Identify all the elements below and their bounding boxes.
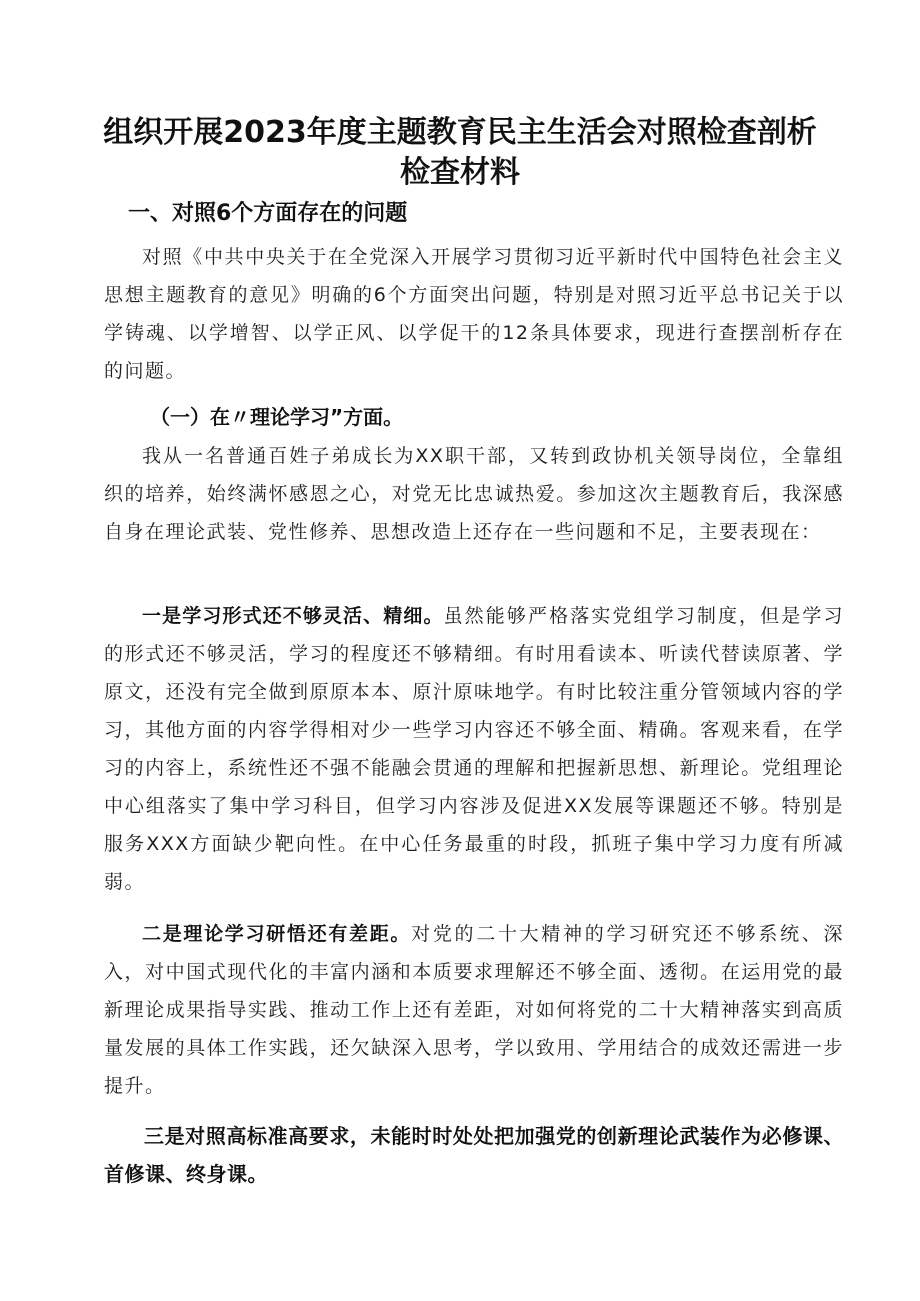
point-2-lead: 二是理论学习研悟还有差距。 [142, 923, 412, 945]
point-1-lead: 一是学习形式还不够灵活、精细。 [142, 605, 444, 627]
document-title-line-2: 检查材料 [400, 155, 520, 190]
point-1-paragraph [104, 597, 844, 901]
section-1-heading: 一、对照6个方面存在的问题 [128, 201, 408, 226]
point-1-body: 虽然能够严格落实党组学习制度，但是学习的形式还不够灵活，学习的程度还不够精细。有时用看读本、听读代替读原著、学原文，还没有完全做到原原本本、原汁原味地学。有时比较注重分管领域内容的学习，其他方面的内容学得相对少一些学习内容还不够全面、精确。客观来看，在学习的内容上，系统性还不强不能融会贯通的理解和把握新思想、新理论。党组理论中心组落实了集中学习科目，但学习内容涉及促进XX发展等课题还不够。特别是服务XXX方面缺少靶向性。在中心任务最重的时段，抓班子集中学习力度有所减弱。 [104, 605, 844, 893]
subsection-1-heading: （一）在〃理论学习”方面。 [150, 405, 404, 429]
document-title-line-1: 组织开展2023年度主题教育民主生活会对照检查剖析 [103, 115, 817, 150]
point-2-body: 对党的二十大精神的学习研究还不够系统、深入，对中国式现代化的丰富内涵和本质要求理解还不够全面、透彻。在运用党的最新理论成果指导实践、推动工作上还有差距，对如何将党的二十大精神落实到高质量发展的具体工作实践，还欠缺深入思考，学以致用、学用结合的成效还需进一步提升。 [104, 923, 844, 1097]
point-3-paragraph: 三是对照高标准高要求，未能时时处处把加强党的创新理论武装作为必修课、首修课、终身课。 [104, 1124, 844, 1186]
point-2-paragraph [104, 915, 844, 1105]
intro-paragraph: 对照《中共中央关于在全党深入开展学习贯彻习近平新时代中国特色社会主义思想主题教育的意见》明确的6个方面突出问题，特别是对照习近平总书记关于以学铸魂、以学增智、以学正风、以学促干的12条具体要求，现进行查摆剖析存在的问题。 [104, 246, 844, 382]
background-paragraph: 我从一名普通百姓子弟成长为XX职干部，又转到政协机关领导岗位，全靠组织的培养，始终满怀感恩之心，对党无比忠诚热爱。参加这次主题教育后，我深感自身在理论武装、党性修养、思想改造上还存在一些问题和不足，主要表现在： [104, 445, 844, 543]
